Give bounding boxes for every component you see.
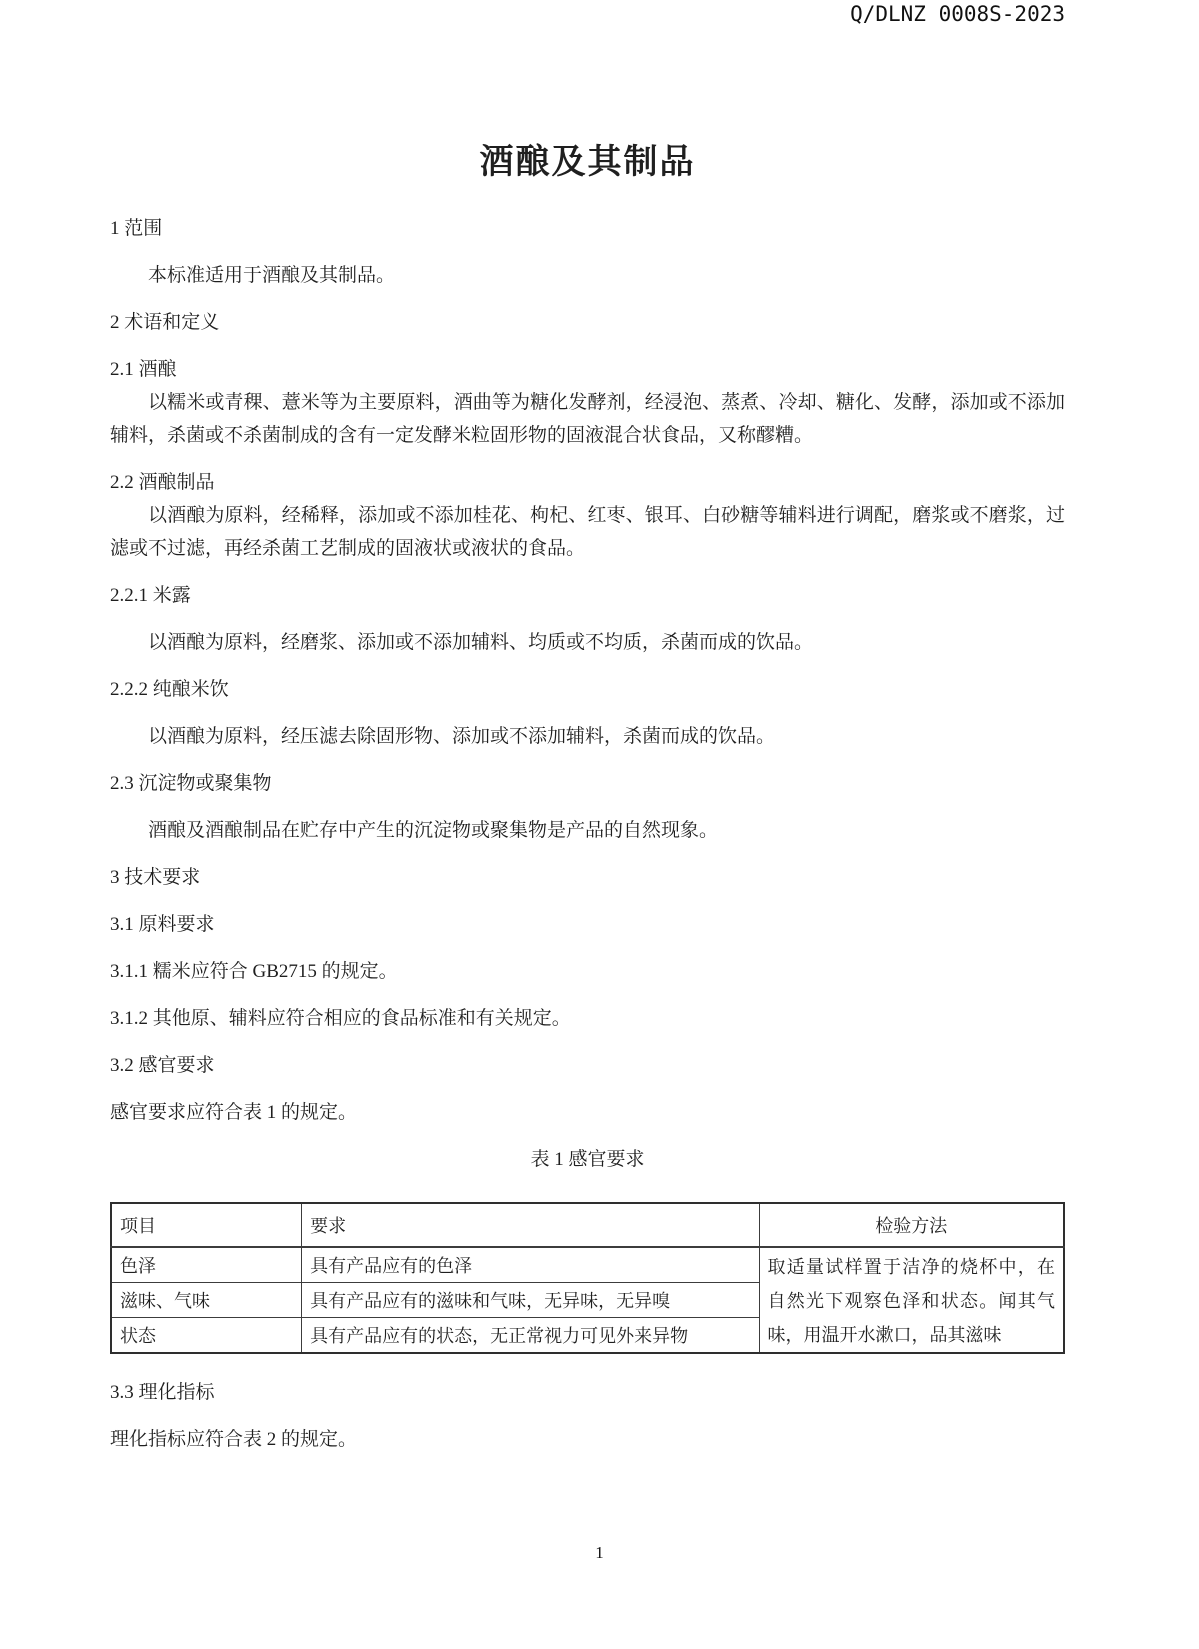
section-heading-2-3-sediment: 2.3 沉淀物或聚集物 xyxy=(110,773,272,794)
section-heading-2-terms: 2 术语和定义 xyxy=(110,312,220,333)
paragraph-3-2-sensory-ref: 感官要求应符合表 1 的规定。 xyxy=(110,1102,358,1123)
table-header-item: 项目 xyxy=(111,1203,302,1247)
table-row xyxy=(111,1247,1064,1283)
clause-3-1-1: 3.1.1 糯米应符合 GB2715 的规定。 xyxy=(110,961,398,982)
section-heading-1-scope: 1 范围 xyxy=(110,218,163,239)
section-heading-3-3-physicochemical: 3.3 理化指标 xyxy=(110,1382,215,1403)
section-heading-3-technical: 3 技术要求 xyxy=(110,867,201,888)
cell-item-taste-odor: 滋味、气味 xyxy=(111,1283,302,1318)
sensory-requirements-table xyxy=(110,1202,1065,1354)
paragraph-scope: 本标准适用于酒酿及其制品。 xyxy=(148,265,396,286)
table1-caption: 表 1 感官要求 xyxy=(530,1149,645,1170)
section-heading-2-1-jiuniang: 2.1 酒酿 xyxy=(110,359,177,380)
section-heading-3-1-raw-material: 3.1 原料要求 xyxy=(110,914,215,935)
clause-3-1-2: 3.1.2 其他原、辅料应符合相应的食品标准和有关规定。 xyxy=(110,1008,571,1029)
cell-item-color: 色泽 xyxy=(111,1247,302,1283)
page-number: 1 xyxy=(595,1543,604,1562)
paragraph-2-3-definition: 酒酿及酒酿制品在贮存中产生的沉淀物或聚集物是产品的自然现象。 xyxy=(148,820,719,841)
standard-number: Q/DLNZ 0008S-2023 xyxy=(850,2,1065,26)
section-heading-2-2-products: 2.2 酒酿制品 xyxy=(110,472,215,493)
paragraph-2-2-1-definition: 以酒酿为原料，经磨浆、添加或不添加辅料、均质或不均质，杀菌而成的饮品。 xyxy=(148,632,814,653)
cell-requirement-color: 具有产品应有的色泽 xyxy=(302,1247,759,1283)
cell-requirement-state: 具有产品应有的状态，无正常视力可见外来异物 xyxy=(302,1318,759,1354)
cell-item-state: 状态 xyxy=(111,1318,302,1354)
paragraph-2-2-definition: 以酒酿为原料，经稀释，添加或不添加桂花、枸杞、红枣、银耳、白砂糖等辅料进行调配，磨浆或不磨浆，过滤或不过滤，再经杀菌工艺制成的固液状或液状的食品。 xyxy=(110,505,1065,559)
cell-requirement-taste-odor: 具有产品应有的滋味和气味，无异味，无异嗅 xyxy=(302,1283,759,1318)
table-header-method: 检验方法 xyxy=(759,1203,1064,1247)
cell-inspection-method: 取适量试样置于洁净的烧杯中，在自然光下观察色泽和状态。闻其气味，用温开水漱口，品其滋味 xyxy=(759,1247,1064,1353)
page-title: 酒酿及其制品 xyxy=(479,144,696,181)
paragraph-2-1-definition: 以糯米或青稞、薏米等为主要原料，酒曲等为糖化发酵剂，经浸泡、蒸煮、冷却、糖化、发酵，添加或不添加辅料，杀菌或不杀菌制成的含有一定发酵米粒固形物的固液混合状食品，又称醪糟。 xyxy=(110,392,1065,446)
paragraph-3-3-ref: 理化指标应符合表 2 的规定。 xyxy=(110,1429,358,1450)
section-heading-2-2-1-milu: 2.2.1 米露 xyxy=(110,585,191,606)
section-heading-2-2-2-rice-drink: 2.2.2 纯酿米饮 xyxy=(110,679,229,700)
section-heading-3-2-sensory: 3.2 感官要求 xyxy=(110,1055,215,1076)
paragraph-2-2-2-definition: 以酒酿为原料，经压滤去除固形物、添加或不添加辅料，杀菌而成的饮品。 xyxy=(148,726,776,747)
table-header-row xyxy=(111,1203,1064,1247)
table-header-requirement: 要求 xyxy=(302,1203,759,1247)
